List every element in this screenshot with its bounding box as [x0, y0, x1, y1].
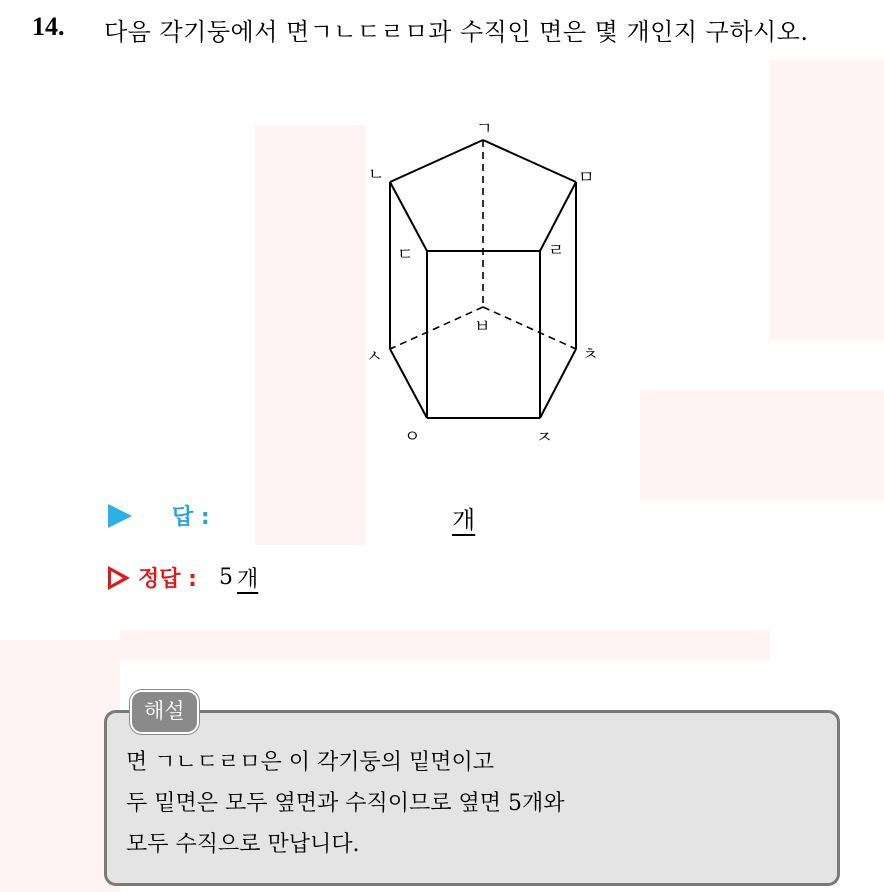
- question-number: 14.: [32, 12, 65, 41]
- hidden-edge: [483, 307, 576, 349]
- vertex-label-giyeok: ㄱ: [476, 119, 493, 139]
- solution-unit: 개: [236, 567, 259, 592]
- solution-label: 정답 :: [138, 567, 197, 592]
- edge: [483, 140, 576, 182]
- vertex-label-digeut: ㄷ: [397, 245, 414, 265]
- vertex-label-jieut: ㅈ: [536, 428, 553, 448]
- vertex-label-chieut: ㅊ: [582, 345, 599, 365]
- vertex-label-ieung: ㅇ: [404, 427, 421, 447]
- answer-row: [108, 500, 210, 531]
- edge: [390, 182, 427, 251]
- play-triangle-icon: [108, 504, 132, 528]
- answer-blank-unit: 개: [452, 506, 476, 534]
- outline-triangle-icon: [108, 566, 130, 590]
- vertex-label-rieul: ㄹ: [548, 241, 565, 261]
- question-text: 다음 각기둥에서 면ㄱㄴㄷㄹㅁ과 수직인 면은 몇 개인지 구하시오.: [104, 18, 809, 46]
- edge: [390, 349, 427, 418]
- explanation-line: 모두 수직으로 만납니다.: [126, 832, 360, 857]
- hidden-edge: [390, 307, 483, 349]
- solution-value: 5: [218, 565, 233, 590]
- edge: [540, 349, 576, 418]
- vertex-label-nieun: ㄴ: [368, 165, 385, 185]
- explanation-title: 해설: [130, 690, 199, 734]
- explanation-line: 두 밑면은 모두 옆면과 수직이므로 옆면 5개와: [126, 791, 565, 816]
- vertex-label-bieup: ㅂ: [474, 317, 491, 337]
- vertex-label-mieum: ㅁ: [578, 168, 595, 188]
- vertex-label-siot: ㅅ: [366, 347, 383, 367]
- answer-label: 답 :: [172, 505, 210, 530]
- solution-row: [108, 562, 258, 593]
- explanation-text: [126, 742, 565, 865]
- edge: [390, 140, 483, 182]
- explanation-line: 면 ㄱㄴㄷㄹㅁ은 이 각기둥의 밑면이고: [126, 750, 495, 775]
